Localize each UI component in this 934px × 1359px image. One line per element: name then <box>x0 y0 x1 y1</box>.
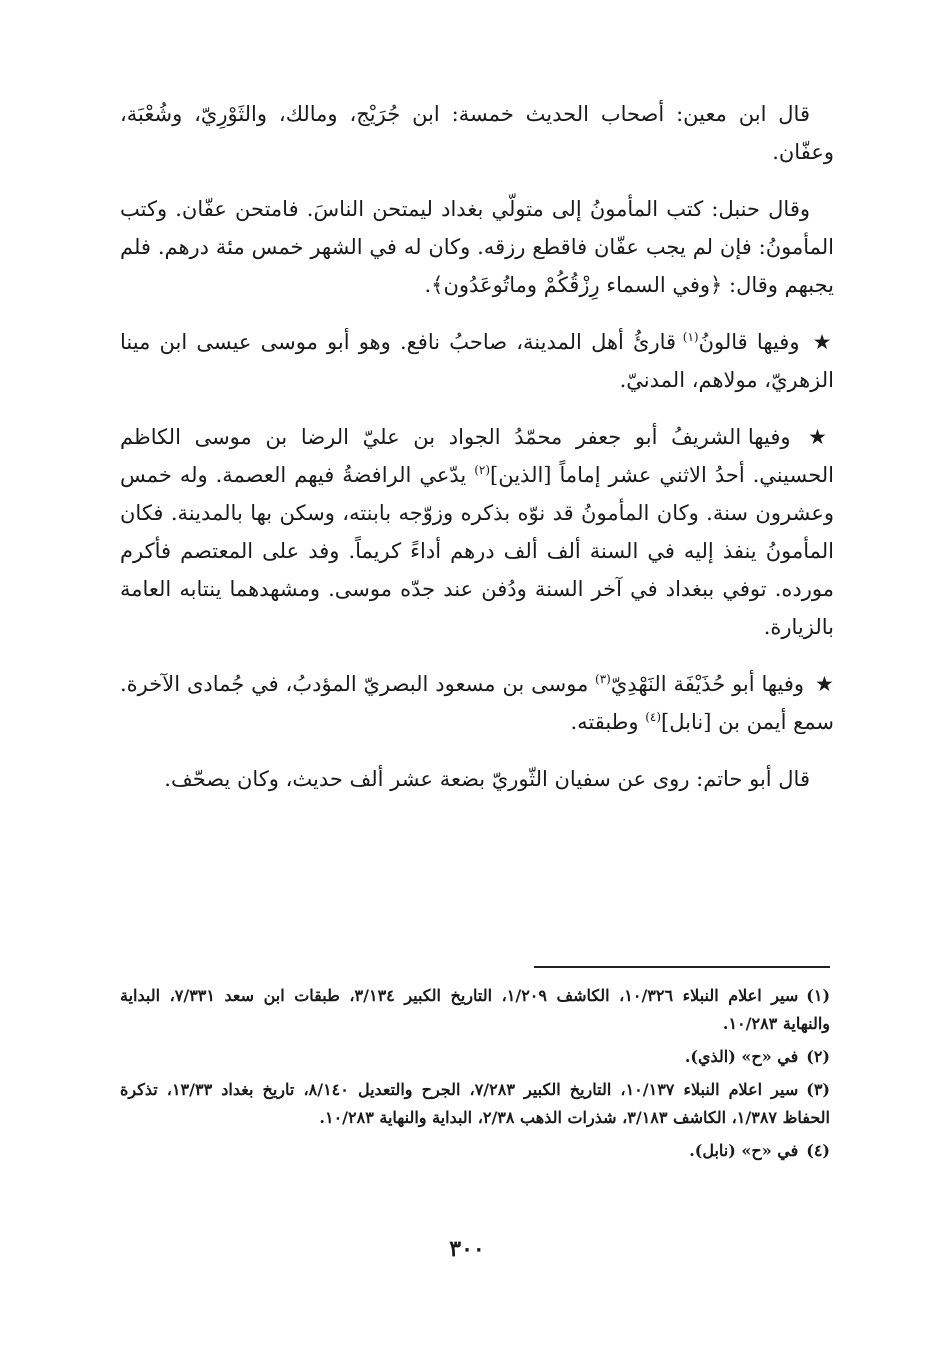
paragraph-text: قال أبو حاتم: روى عن سفيان الثّوريّ بضعة عشر ألف حديث، وكان يصحّف. <box>164 767 810 791</box>
paragraph-text: وطبقته. <box>570 710 646 734</box>
footnote-1 <box>120 982 830 1038</box>
footnote-2 <box>120 1043 830 1071</box>
footnote-text: سير اعلام النبلاء ١٠/١٣٧، التاريخ الكبير ٧/٢٨٣، الجرح والتعديل ٨/١٤٠، تاريخ بغداد ١٣/٣٣، تذكرة الحفاظ ١/٣٨٧، الكاشف ٣/١٨٣، شذرات الذهب ٢/٣٨، البداية والنهاية ١٠/٢٨٣. <box>120 1080 830 1127</box>
footnote-text: سير اعلام النبلاء ١٠/٣٢٦، الكاشف ١/٢٠٩، التاريخ الكبير ٣/١٣٤، طبقات ابن سعد ٧/٣٣١، البداية والنهاية ١٠/٢٨٣. <box>120 986 830 1033</box>
paragraph-abu-hatim <box>120 760 834 798</box>
paragraph-text: وفيها الشريفُ أبو جعفر محمّدُ الجواد بن عليّ الرضا بن موسى الكاظم الحسيني. أحدُ الاثني عشر إماماً [الذين] <box>120 425 834 487</box>
paragraph-jawad <box>120 418 834 646</box>
footnotes <box>120 982 830 1170</box>
footnote-ref[interactable]: (٣) <box>595 672 611 686</box>
footnote-separator <box>534 966 830 968</box>
paragraph-hudhayfa <box>120 665 834 741</box>
footnote-4 <box>120 1137 830 1165</box>
paragraph-text: وقال حنبل: كتب المأمونُ إلى متولّي بغداد ليمتحن الناسَ. فامتحن عفّان. وكتب المأمونُ: فإن لم يجب عفّان فاقطع رزقه. وكان له في الشهر خمس مئة درهم. فلم يجبهم وقال: ﴿وفي السماء رِزْقُكُمْ وماتُوعَدُون﴾. <box>120 197 834 297</box>
footnote-number: (٤) <box>806 1141 830 1160</box>
paragraph-ibn-main <box>120 95 834 171</box>
star-marker: ★ <box>814 672 835 696</box>
footnote-text: في «ح» (نابل). <box>689 1141 799 1160</box>
page-number: ٣٠٠ <box>449 1236 485 1262</box>
paragraph-text: وفيها قالونُ <box>698 330 800 354</box>
footnote-number: (٣) <box>806 1080 830 1099</box>
paragraph-text: موسى بن مسعود البصريّ المؤدبُ، في جُمادى الآخرة. سمع أيمن بن [نابل] <box>120 672 834 734</box>
paragraph-text: قارئُ أهل المدينة، صاحبُ نافع. وهو أبو موسى عيسى ابن مينا الزهريّ، مولاهم، المدنيّ. <box>120 330 834 392</box>
star-marker: ★ <box>808 425 834 449</box>
footnote-number: (٢) <box>806 1047 830 1066</box>
footnote-number: (١) <box>806 986 831 1005</box>
paragraph-text: قال ابن معين: أصحاب الحديث خمسة: ابن جُرَيْج، ومالك، والثَوْرِيّ، وشُعْبَة، وعفّان. <box>120 102 834 164</box>
footnote-3 <box>120 1076 830 1132</box>
star-marker: ★ <box>812 330 835 354</box>
paragraph-hanbal <box>120 190 834 304</box>
footnote-ref[interactable]: (١) <box>682 330 699 344</box>
paragraph-text: يدّعي الرافضةُ فيهم العصمة. وله خمس وعشرون سنة. وكان المأمونُ قد نوّه بذكره وزوّجه بابنته، وسكن بها بالمدينة. فكان المأمونُ ينفذ إليه في السنة ألف ألف درهم أداءً كريماً. وفد على المعتصم فأكرم مورده. توفي ببغداد في آخر السنة ودُفن عند جدّه موسى. ومشهدهما ينتابه العامة بالزيارة. <box>120 463 834 639</box>
paragraph-qalun <box>120 323 834 399</box>
main-text <box>120 95 834 817</box>
paragraph-text: وفيها أبو حُذَيْفَة النَهْدِيّ <box>610 672 805 696</box>
footnote-ref[interactable]: (٤) <box>645 710 662 724</box>
footnote-text: في «ح» (الذي). <box>684 1047 799 1066</box>
footnote-ref[interactable]: (٢) <box>474 463 491 477</box>
